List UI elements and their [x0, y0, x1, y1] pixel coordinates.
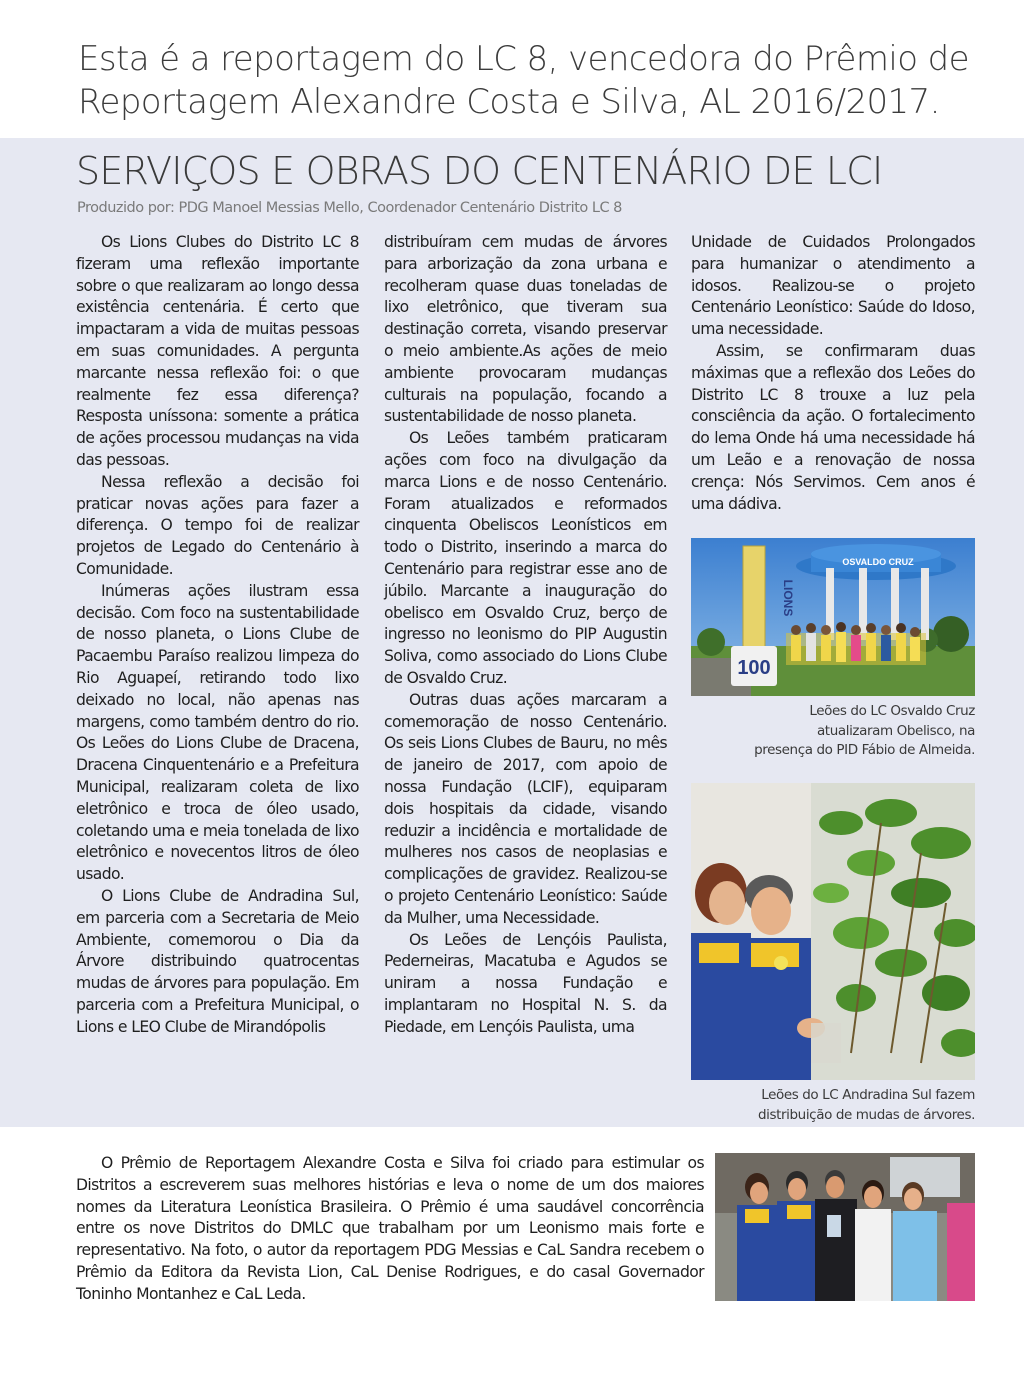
caption-line: Leões do LC Andradina Sul fazem	[761, 1087, 975, 1103]
article-column-1	[76, 232, 359, 1038]
photo-seedling-distribution	[691, 783, 975, 1080]
obelisk-lions-text: LIONS	[781, 579, 795, 617]
caption-line: presença do PID Fábio de Almeida.	[754, 742, 975, 758]
caption-line: distribuição de mudas de árvores.	[757, 1106, 975, 1123]
intro-headline: Esta é a reportagem do LC 8, vencedora do Prêmio de Reportagem Alexandre Costa e Silva, AL 2016/2017.	[78, 39, 969, 122]
photo-obelisk-osvaldo-cruz	[691, 538, 975, 696]
paragraph: Inúmeras ações ilustram essa decisão. Com foco na sustentabilidade de nosso planeta, o Lions Clube de Pacaembu Paraíso realizou limpeza do Rio Aguapeí, retirando todo lixo deixado no local, não apenas nas margens, como também dentro do rio. Os Leões do Lions Clube de Dracena, Dracena Cinquentenário e a Prefeitura Municipal, realizaram coleta de lixo eletrônico e troca de óleo usado, coletando uma e meia tonelada de lixo eletrônico e novecentos litros de óleo usado.	[76, 581, 359, 884]
paragraph: O Lions Clube de Andradina Sul, em parceria com a Secretaria de Meio Ambiente, comemorou o Dia da Árvore distribuindo quatrocentas mudas de árvores para população. Em parceria com a Prefeitura Municipal, o Lions e LEO Clube de Mirandópolis	[76, 886, 359, 1036]
photo-caption-andradina	[691, 1086, 975, 1125]
article-title: SERVIÇOS E OBRAS DO CENTENÁRIO DE LCI	[76, 149, 883, 193]
paragraph: distribuíram cem mudas de árvores para arborização da zona urbana e recolheram quase duas toneladas de lixo eletrônico, que tiveram sua destinação correta, visando preservar o meio ambiente.As ações de meio ambiente provocaram mudanças culturais na população, focando a sustentabilidade de nosso planeta.	[384, 233, 667, 426]
photo-award-ceremony	[715, 1153, 975, 1301]
paragraph: Os Leões de Lençóis Paulista, Pederneiras, Macatuba e Agudos se uniram a nossa Fundação e implantaram no Hospital N. S. da Piedade, em Lençóis Paulista, uma	[384, 930, 667, 1036]
article-column-2	[384, 232, 667, 1038]
paragraph: O Prêmio de Reportagem Alexandre Costa e Silva foi criado para estimular os Distritos a escreverem suas melhores histórias e leva o nome de um dos maiores nomes da Literatura Leonística Brasileira. O Prêmio é uma saudável concorrência entre os nove Distritos do DMLC que trabalham por um Leonismo mais forte e representativo. Na foto, o autor da reportagem PDG Messias e CaL Sandra recebem o Prêmio da Editora da Revista Lion, CaL Denise Rodrigues, e do casal Governador Toninho Montanhez e CaL Leda.	[76, 1154, 704, 1303]
obelisk-100-badge: 100	[737, 657, 771, 679]
paragraph: Assim, se confirmaram duas máximas que a reflexão dos Leões do Distrito LC 8 trouxe a luz pela consciência da ação. O fortalecimento do lema Onde há uma necessidade há um Leão e a renovação de nossa crença: Nós Servimos. Cem anos é uma dádiva.	[691, 341, 975, 513]
paragraph: Outras duas ações marcaram a comemoração de nosso Centenário. Os seis Lions Clubes de Bauru, no mês de janeiro de 2017, com apoio de nossa Fundação (LCIF), equiparam dois hospitais da cidade, visando reduzir a incidência e mortalidade de mulheres nos casos de neoplasias e complicações de gravidez. Realizou-se o projeto Centenário Leonístico: Saúde da Mulher, uma Necessidade.	[384, 690, 667, 927]
paragraph: Os Lions Clubes do Distrito LC 8 fizeram uma reflexão importante sobre o que realizaram ao longo dessa existência centenária. É certo que impactaram a vida de muitas pessoas em suas comunidades. A pergunta marcante nessa reflexão foi: o que realmente fez essa diferença? Resposta uníssona: somente a prática de ações processou mudanças na vida das pessoas.	[76, 233, 359, 469]
group-of-people	[786, 622, 926, 665]
caption-line: atualizaram Obelisco, na	[816, 722, 975, 739]
article-byline: Produzido por: PDG Manoel Messias Mello, Coordenador Centenário Distrito LC 8	[77, 200, 622, 216]
caption-line: Leões do LC Osvaldo Cruz	[809, 703, 975, 719]
paragraph: Os Leões também praticaram ações com foco na divulgação da marca Lions e de nosso Centenário. Foram atualizados e reformados cinquenta Obeliscos Leonísticos em todo o Distrito, inserindo a marca do Centenário para registrar esse ano de júbilo. Marcante a inauguração do obelisco em Osvaldo Cruz, berço de ingresso no leonismo do PIP Augustin Soliva, como associado do Lions Clube de Osvaldo Cruz.	[384, 429, 667, 687]
award-description	[76, 1153, 704, 1306]
arch-sign-text: OSVALDO CRUZ	[842, 557, 914, 567]
paragraph: Nessa reflexão a decisão foi praticar novas ações para fazer a diferença. O tempo foi de realizar projetos de Legado do Centenário à Comunidade.	[76, 472, 359, 578]
paragraph: Unidade de Cuidados Prolongados para humanizar o atendimento a idosos. Realizou-se o projeto Centenário Leonístico: Saúde do Idoso, uma necessidade.	[691, 233, 975, 339]
article-column-3	[691, 232, 975, 515]
intro-banner	[0, 0, 1024, 138]
photo-caption-osvaldo-cruz	[691, 702, 975, 761]
